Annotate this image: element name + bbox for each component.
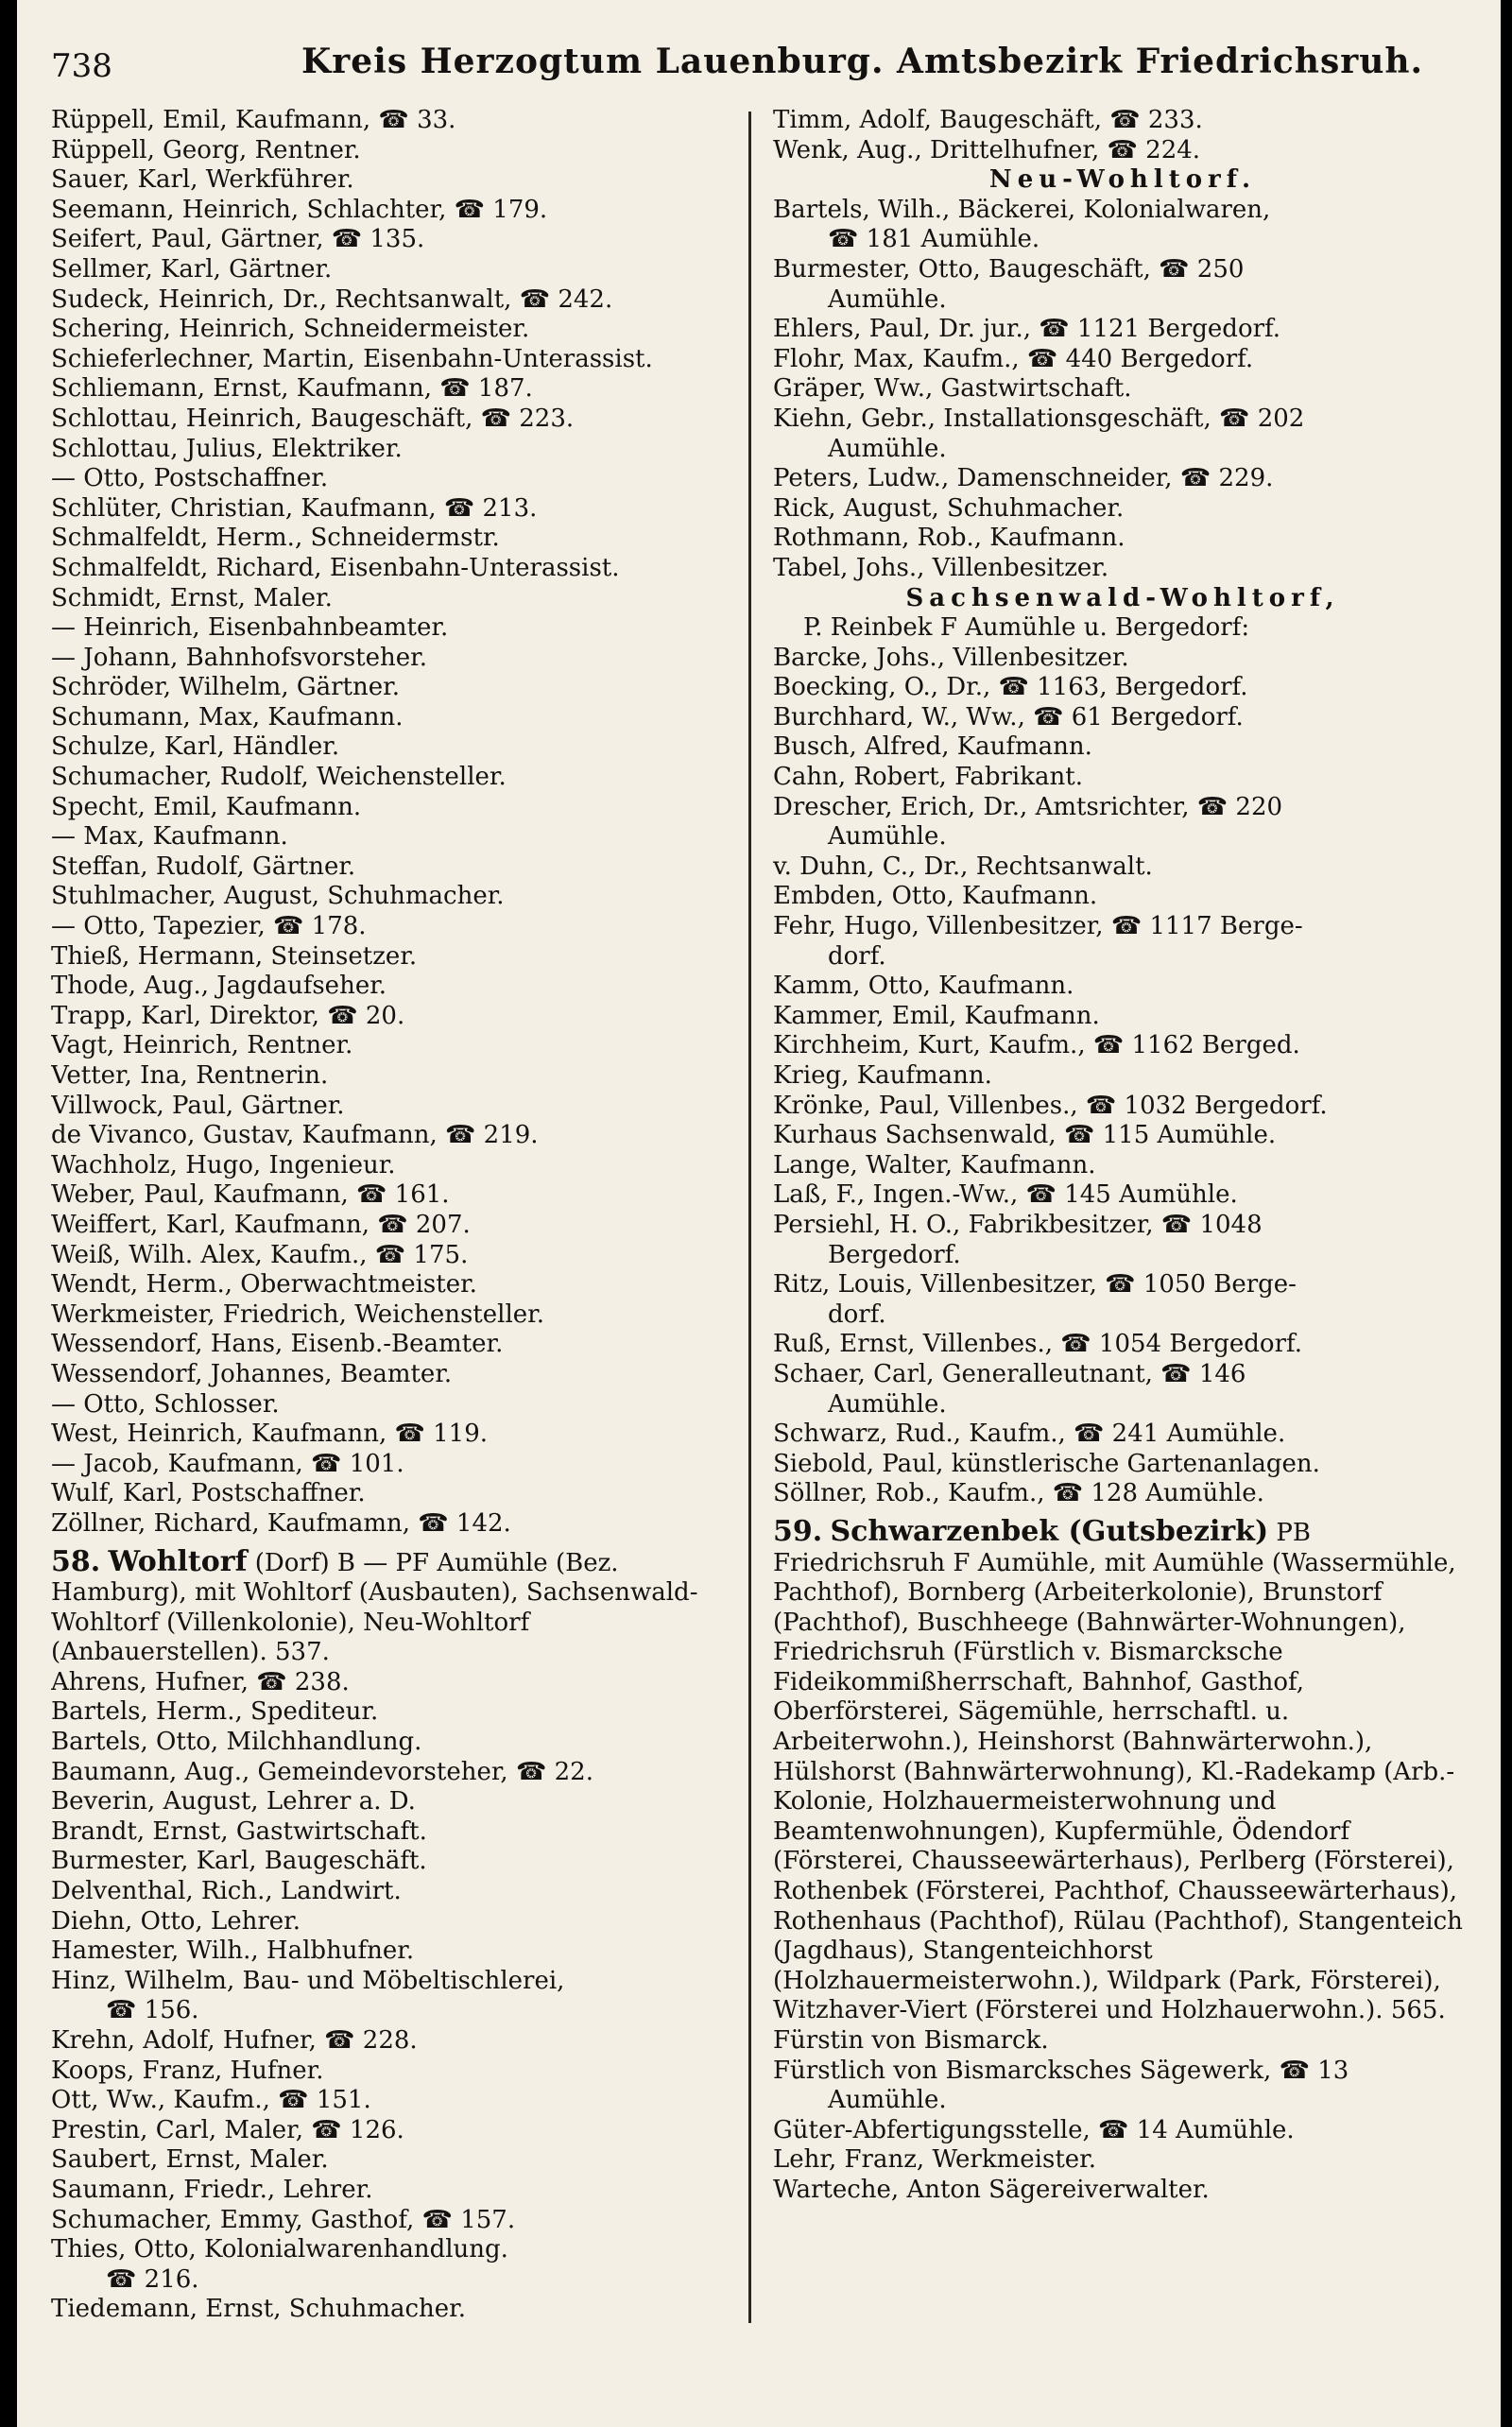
section-58-place: Wohltorf: [108, 1544, 248, 1578]
directory-entry: Flohr, Max, Kaufm., ☎ 440 Bergedorf.: [773, 344, 1254, 373]
directory-entry: Burmester, Otto, Baugeschäft, ☎ 250: [773, 254, 1245, 284]
directory-entry: Vagt, Heinrich, Rentner.: [51, 1031, 353, 1060]
directory-entry: de Vivanco, Gustav, Kaufmann, ☎ 219.: [51, 1121, 539, 1150]
directory-entry: Baumann, Aug., Gemeindevorsteher, ☎ 22.: [51, 1757, 593, 1786]
directory-entry: Peters, Ludw., Damenschneider, ☎ 229.: [773, 464, 1274, 493]
directory-entry: Zöllner, Richard, Kaufmamn, ☎ 142.: [51, 1508, 511, 1538]
section-59-number: 59.: [773, 1514, 823, 1548]
directory-entry: Schlottau, Heinrich, Baugeschäft, ☎ 223.: [51, 404, 575, 433]
directory-entry: Stuhlmacher, August, Schuhmacher.: [51, 882, 505, 911]
left-entry-list: [51, 106, 731, 1540]
section-58-text: (Dorf) B — PF Aumühle (Bez. Hamburg), mit Wohltorf (Ausbauten), Sachsenwald-Wohltorf (Villenkolonie), Neu-Wohltorf (Anbauerstellen). 537.: [51, 1548, 698, 1667]
section-58: [51, 1544, 731, 1668]
directory-entry: Saubert, Ernst, Maler.: [51, 2145, 329, 2175]
directory-entry: Bergedorf.: [828, 1240, 961, 1269]
directory-entry: Brandt, Ernst, Gastwirtschaft.: [51, 1816, 427, 1846]
directory-entry: Tabel, Johs., Villenbesitzer.: [773, 553, 1109, 582]
directory-entry: Ritz, Louis, Villenbesitzer, ☎ 1050 Berge-: [773, 1270, 1297, 1300]
directory-entry: Bartels, Otto, Milchhandlung.: [51, 1728, 422, 1757]
directory-entry: — Otto, Schlosser.: [51, 1389, 280, 1419]
directory-entry: Hinz, Wilhelm, Bau- und Möbeltischlerei,: [51, 1966, 565, 1995]
section-58-number: 58.: [51, 1544, 101, 1578]
directory-entry: Weiffert, Karl, Kaufmann, ☎ 207.: [51, 1210, 471, 1239]
sachsenwald-entry-list: [773, 644, 1472, 1509]
left-column: [51, 106, 731, 2325]
directory-entry: Gräper, Ww., Gastwirtschaft.: [773, 374, 1132, 404]
directory-entry: Seemann, Heinrich, Schlachter, ☎ 179.: [51, 195, 548, 224]
directory-entry: Rüppell, Emil, Kaufmann, ☎ 33.: [51, 106, 456, 134]
directory-entry: Boecking, O., Dr., ☎ 1163, Bergedorf.: [773, 673, 1248, 702]
directory-entry: Thieß, Hermann, Steinsetzer.: [51, 941, 418, 971]
directory-entry: Bartels, Wilh., Bäckerei, Kolonialwaren,: [773, 195, 1271, 224]
directory-entry: Aumühle.: [828, 284, 947, 314]
directory-entry: Rick, August, Schuhmacher.: [773, 493, 1125, 523]
directory-entry: Rothmann, Rob., Kaufmann.: [773, 524, 1125, 553]
directory-entry: Weiß, Wilh. Alex, Kaufm., ☎ 175.: [51, 1240, 469, 1269]
directory-entry: Wendt, Herm., Oberwachtmeister.: [51, 1270, 477, 1300]
directory-entry: Kammer, Emil, Kaufmann.: [773, 1001, 1100, 1030]
directory-entry: West, Heinrich, Kaufmann, ☎ 119.: [51, 1420, 489, 1449]
directory-entry: Fehr, Hugo, Villenbesitzer, ☎ 1117 Berge-: [773, 912, 1303, 941]
directory-entry: Krönke, Paul, Villenbes., ☎ 1032 Bergedorf.: [773, 1091, 1328, 1120]
directory-entry: Lange, Walter, Kaufmann.: [773, 1150, 1096, 1179]
directory-entry: Trapp, Karl, Direktor, ☎ 20.: [51, 1001, 405, 1030]
directory-entry: Drescher, Erich, Dr., Amtsrichter, ☎ 220: [773, 792, 1283, 821]
directory-entry: Fürstlich von Bismarcksches Sägewerk, ☎ 13: [773, 2056, 1349, 2085]
directory-entry: Siebold, Paul, künstlerische Gartenanlagen.: [773, 1449, 1320, 1478]
directory-entry: — Jacob, Kaufmann, ☎ 101.: [51, 1449, 404, 1478]
directory-entry: Schlottau, Julius, Elektriker.: [51, 434, 403, 463]
section-59-text: PB Friedrichsruh F Aumühle, mit Aumühle (Wassermühle, Pachthof), Bornberg (Arbeiterkolonie), Brunstorf (Pachthof), Buschheege (Bahnwärter-Wohnungen), Friedrichsruh (Fürstlich v. Bismarcksche Fideikommißherrschaft, Bahnhof, Gasthof, Oberförsterei, Sägemühle, herrschaftl. u. Arbeiterwohn.), Heinshorst (Bahnwärterwohn.), Hülshorst (Bahnwärterwohnung), Kl.-Radekamp (Arb.-Kolonie, Holzhauermeisterwohnung und Beamtenwohnungen), Kupfermühle, Ödendorf (Försterei, Chausseewärterhaus), Perlberg (Försterei), Rothenbek (Försterei, Pachthof, Chausseewärterhaus), Rothenhaus (Pachthof), Rülau (Pachthof), Stangenteich (Jagdhaus), Stangenteichhorst (Holzhauermeisterwohn.), Wildpark (Park, Försterei), Witzhaver-Viert (Försterei und Holzhauerwohn.). 565.: [773, 1518, 1463, 2025]
directory-entry: Söllner, Rob., Kaufm., ☎ 128 Aumühle.: [773, 1479, 1264, 1508]
directory-entry: Diehn, Otto, Lehrer.: [51, 1906, 301, 1936]
directory-entry: Vetter, Ina, Rentnerin.: [51, 1061, 329, 1090]
directory-entry: ☎ 156.: [106, 1996, 199, 2025]
directory-entry: Kirchheim, Kurt, Kaufm., ☎ 1162 Berged.: [773, 1031, 1300, 1060]
directory-entry: — Otto, Tapezier, ☎ 178.: [51, 912, 367, 941]
sachsenwald-subheading: P. Reinbek F Aumühle u. Bergedorf:: [803, 613, 1250, 643]
directory-entry: Hamester, Wilh., Halbhufner.: [51, 1936, 415, 1966]
column-divider: [748, 112, 751, 2323]
page-header: [51, 42, 1424, 102]
directory-entry: Weber, Paul, Kaufmann, ☎ 161.: [51, 1180, 450, 1210]
directory-entry: Schaer, Carl, Generalleutnant, ☎ 146: [773, 1359, 1246, 1388]
directory-entry: Schwarz, Rud., Kaufm., ☎ 241 Aumühle.: [773, 1420, 1286, 1449]
wohltorf-entry-list: [51, 1668, 731, 2325]
page-number: 738: [51, 47, 112, 85]
directory-entry: Koops, Franz, Hufner.: [51, 2056, 324, 2085]
directory-entry: Bartels, Herm., Spediteur.: [51, 1697, 379, 1727]
directory-entry: Saumann, Friedr., Lehrer.: [51, 2175, 373, 2204]
directory-entry: Aumühle.: [828, 822, 947, 852]
directory-entry: Burchhard, W., Ww., ☎ 61 Bergedorf.: [773, 702, 1244, 732]
directory-entry: Tiedemann, Ernst, Schuhmacher.: [51, 2295, 467, 2324]
schwarzenbek-entry-list: [773, 2026, 1472, 2206]
directory-entry: ☎ 181 Aumühle.: [828, 225, 1040, 254]
directory-entry: Krehn, Adolf, Hufner, ☎ 228.: [51, 2026, 418, 2055]
directory-entry: — Max, Kaufmann.: [51, 822, 288, 852]
directory-entry: Sudeck, Heinrich, Dr., Rechtsanwalt, ☎ 242.: [51, 284, 613, 314]
directory-entry: Rüppell, Georg, Rentner.: [51, 135, 361, 164]
directory-entry: Ehlers, Paul, Dr. jur., ☎ 1121 Bergedorf.: [773, 315, 1280, 344]
directory-entry: Schliemann, Ernst, Kaufmann, ☎ 187.: [51, 374, 533, 404]
directory-entry: Schmalfeldt, Richard, Eisenbahn-Unterassist.: [51, 553, 620, 582]
directory-page: [17, 0, 1501, 2427]
directory-entry: Krieg, Kaufmann.: [773, 1061, 992, 1090]
directory-entry: — Johann, Bahnhofsvorsteher.: [51, 643, 427, 672]
directory-entry: dorf.: [828, 1300, 886, 1329]
directory-entry: Schmalfeldt, Herm., Schneidermstr.: [51, 524, 500, 553]
directory-entry: Specht, Emil, Kaufmann.: [51, 792, 362, 821]
directory-entry: Delventhal, Rich., Landwirt.: [51, 1877, 402, 1906]
directory-entry: Seifert, Paul, Gärtner, ☎ 135.: [51, 225, 425, 254]
directory-entry: Wenk, Aug., Drittelhufner, ☎ 224.: [773, 135, 1201, 164]
directory-entry: Aumühle.: [828, 1389, 947, 1419]
directory-entry: Timm, Adolf, Baugeschäft, ☎ 233.: [773, 106, 1203, 134]
directory-entry: Kiehn, Gebr., Installationsgeschäft, ☎ 202: [773, 404, 1305, 433]
directory-entry: ☎ 216.: [106, 2264, 199, 2294]
directory-entry: Ruß, Ernst, Villenbes., ☎ 1054 Bergedorf.: [773, 1330, 1302, 1359]
directory-entry: Schlüter, Christian, Kaufmann, ☎ 213.: [51, 493, 538, 523]
directory-entry: Laß, F., Ingen.-Ww., ☎ 145 Aumühle.: [773, 1180, 1238, 1210]
directory-entry: Kurhaus Sachsenwald, ☎ 115 Aumühle.: [773, 1121, 1277, 1150]
directory-entry: Schumann, Max, Kaufmann.: [51, 702, 404, 732]
directory-entry: Aumühle.: [828, 434, 947, 463]
neu-wohltorf-entry-list: [773, 196, 1472, 584]
directory-entry: Steffan, Rudolf, Gärtner.: [51, 852, 356, 881]
directory-entry: Schumacher, Rudolf, Weichensteller.: [51, 763, 507, 792]
directory-entry: Schieferlechner, Martin, Eisenbahn-Unterassist.: [51, 344, 653, 373]
directory-entry: Warteche, Anton Sägereiverwalter.: [773, 2175, 1210, 2204]
directory-entry: Wulf, Karl, Postschaffner.: [51, 1479, 366, 1508]
directory-entry: — Otto, Postschaffner.: [51, 464, 329, 493]
directory-entry: Kamm, Otto, Kaufmann.: [773, 972, 1074, 1001]
directory-entry: Embden, Otto, Kaufmann.: [773, 882, 1098, 911]
directory-entry: Wessendorf, Johannes, Beamter.: [51, 1359, 453, 1388]
section-59-place: Schwarzenbek (Gutsbezirk): [830, 1514, 1269, 1548]
directory-entry: Schering, Heinrich, Schneidermeister.: [51, 315, 530, 344]
sachsenwald-heading: Sachsenwald-Wohltorf,: [905, 583, 1340, 612]
directory-entry: Lehr, Franz, Werkmeister.: [773, 2145, 1096, 2175]
directory-entry: Ott, Ww., Kaufm., ☎ 151.: [51, 2086, 371, 2115]
directory-entry: Schulze, Karl, Händler.: [51, 732, 340, 762]
directory-entry: Beverin, August, Lehrer a. D.: [51, 1787, 416, 1816]
directory-entry: Schmidt, Ernst, Maler.: [51, 583, 333, 612]
directory-entry: — Heinrich, Eisenbahnbeamter.: [51, 613, 449, 643]
directory-entry: Aumühle.: [828, 2086, 947, 2115]
directory-entry: Burmester, Karl, Baugeschäft.: [51, 1847, 427, 1876]
directory-entry: Werkmeister, Friedrich, Weichensteller.: [51, 1300, 544, 1329]
section-59: [773, 1514, 1472, 2026]
directory-entry: Güter-Abfertigungsstelle, ☎ 14 Aumühle.: [773, 2115, 1295, 2144]
page-title: Kreis Herzogtum Lauenburg. Amtsbezirk Friedrichsruh.: [301, 42, 1424, 81]
directory-entry: v. Duhn, C., Dr., Rechtsanwalt.: [773, 852, 1153, 881]
right-entry-list: [773, 106, 1472, 165]
directory-entry: Fürstin von Bismarck.: [773, 2026, 1049, 2055]
directory-entry: Persiehl, H. O., Fabrikbesitzer, ☎ 1048: [773, 1210, 1263, 1239]
directory-entry: Busch, Alfred, Kaufmann.: [773, 732, 1092, 762]
directory-entry: Barcke, Johs., Villenbesitzer.: [773, 643, 1129, 672]
directory-entry: Thies, Otto, Kolonialwarenhandlung.: [51, 2235, 508, 2264]
right-column: [773, 106, 1472, 2206]
directory-entry: Schröder, Wilhelm, Gärtner.: [51, 673, 400, 702]
directory-entry: Prestin, Carl, Maler, ☎ 126.: [51, 2115, 404, 2144]
directory-entry: Ahrens, Hufner, ☎ 238.: [51, 1667, 350, 1696]
directory-entry: Cahn, Robert, Fabrikant.: [773, 763, 1083, 792]
directory-entry: Thode, Aug., Jagdaufseher.: [51, 972, 387, 1001]
directory-entry: dorf.: [828, 941, 886, 971]
directory-entry: Wessendorf, Hans, Eisenb.-Beamter.: [51, 1330, 504, 1359]
directory-entry: Wachholz, Hugo, Ingenieur.: [51, 1150, 396, 1179]
directory-entry: Schumacher, Emmy, Gasthof, ☎ 157.: [51, 2205, 516, 2234]
directory-entry: Sellmer, Karl, Gärtner.: [51, 254, 333, 284]
neu-wohltorf-heading: Neu-Wohltorf.: [988, 165, 1257, 195]
directory-entry: Sauer, Karl, Werkführer.: [51, 165, 354, 195]
directory-entry: Villwock, Paul, Gärtner.: [51, 1091, 345, 1120]
